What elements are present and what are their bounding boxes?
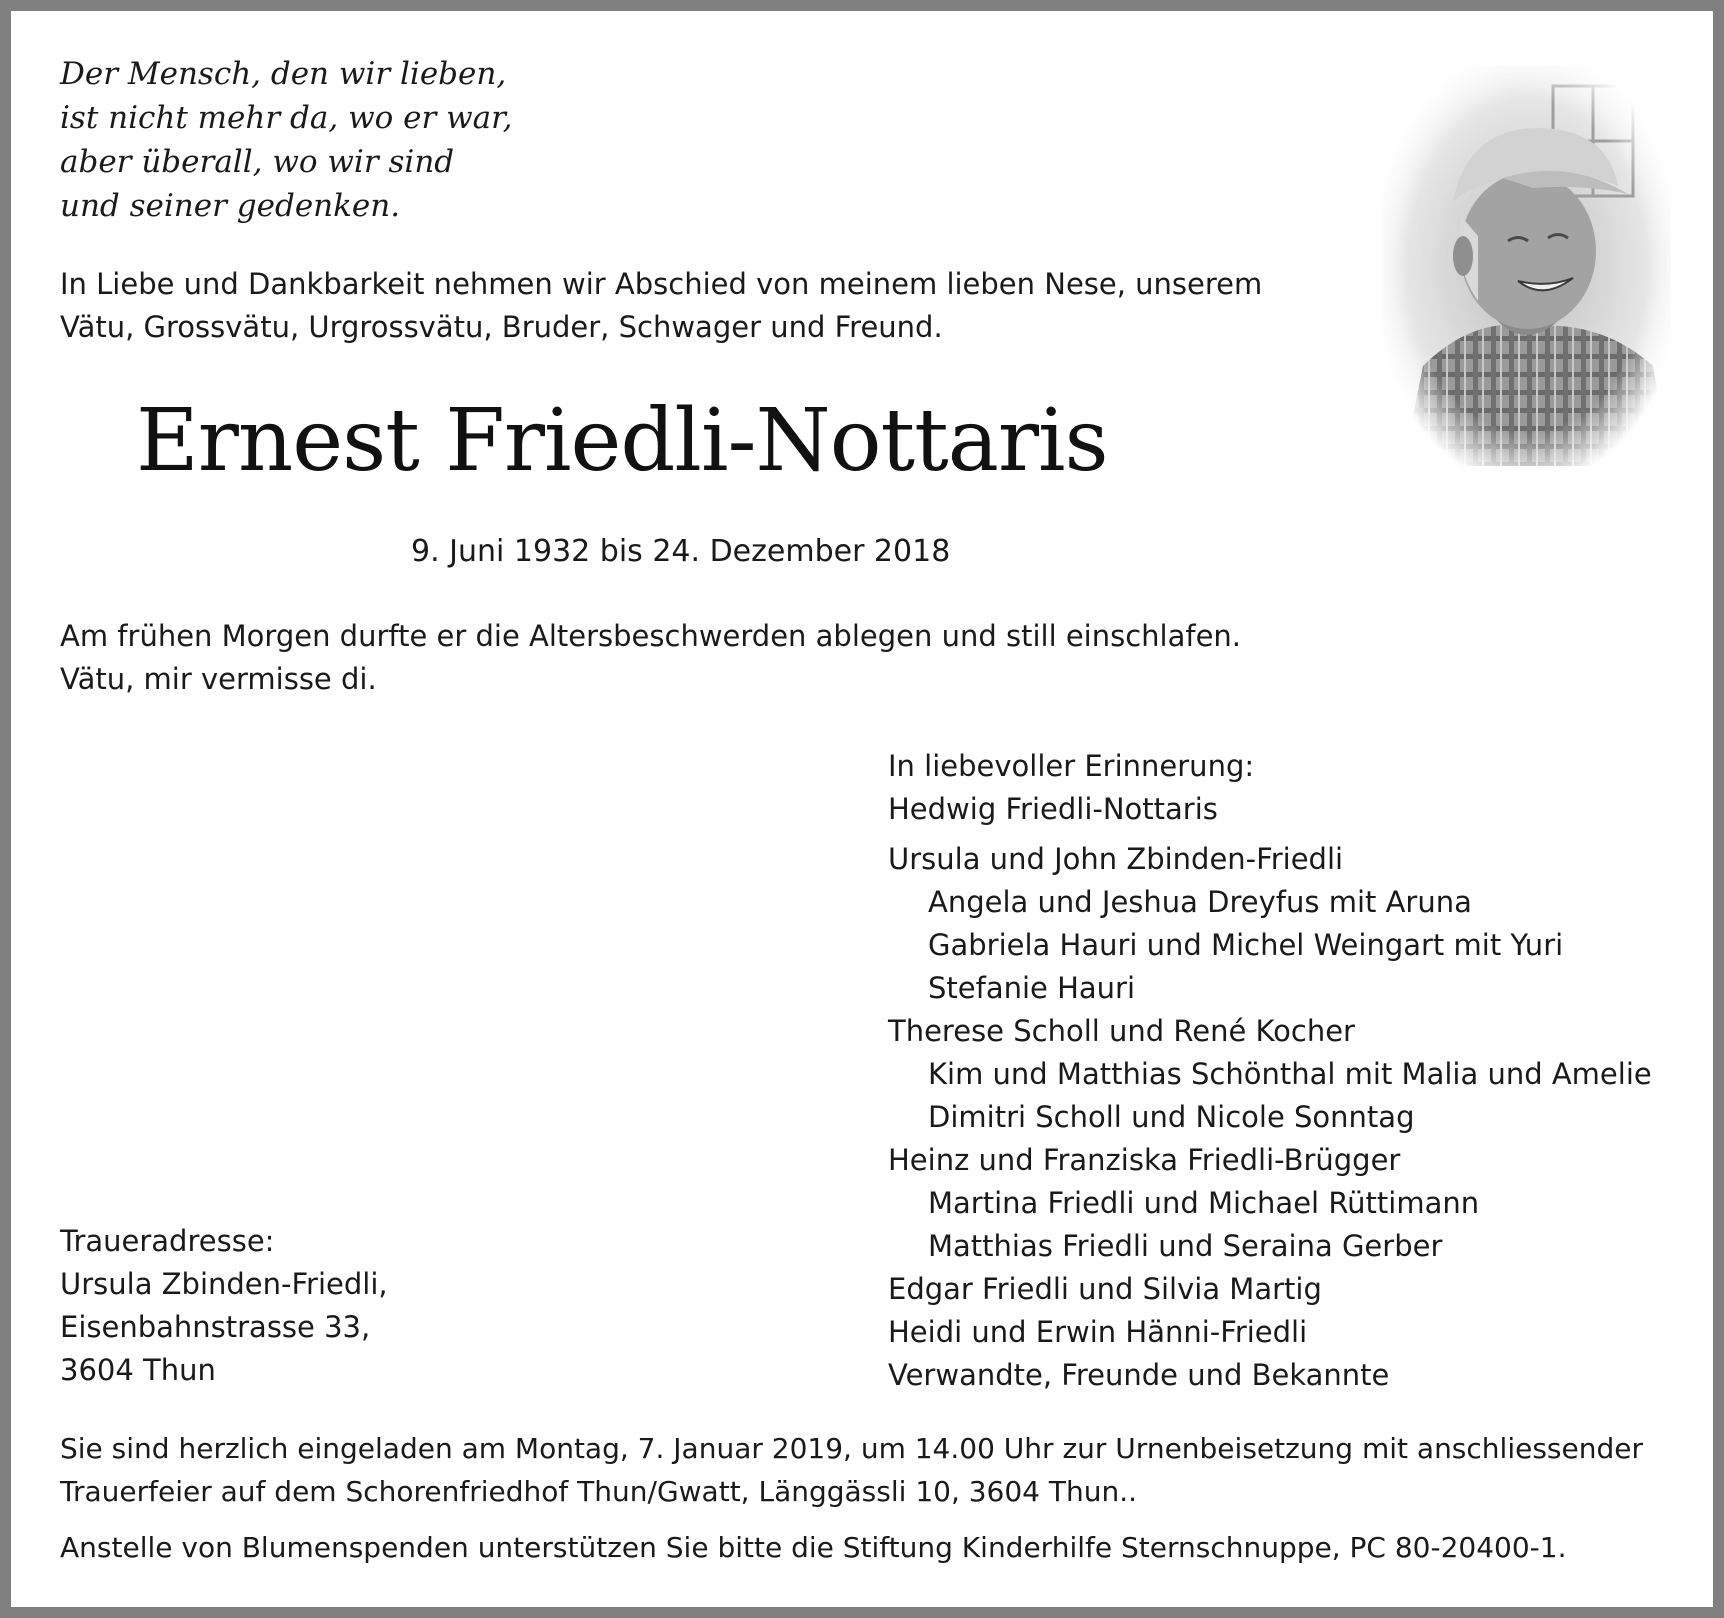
life-dates: 9. Juni 1932 bis 24. Dezember 2018 <box>411 534 951 569</box>
mourner-grandchild: Dimitri Scholl und Nicole Sonntag <box>928 1100 1415 1134</box>
mourner-family: Verwandte, Freunde und Bekannte <box>888 1358 1390 1392</box>
note-line: Vätu, mir vermisse di. <box>60 662 377 696</box>
obituary-notice <box>11 11 1713 1607</box>
mourner-grandchild: Matthias Friedli und Seraina Gerber <box>928 1229 1443 1263</box>
address-line: 3604 Thun <box>60 1353 216 1387</box>
mourning-address <box>60 1220 388 1392</box>
mourners-list <box>888 745 1652 1397</box>
mourner-grandchild: Martina Friedli und Michael Rüttimann <box>928 1186 1480 1220</box>
poem-line: aber überall, wo wir sind <box>60 144 455 180</box>
mourner-family: Therese Scholl und René Kocher <box>888 1014 1355 1048</box>
address-line: Eisenbahnstrasse 33, <box>60 1310 371 1344</box>
intro-line: In Liebe und Dankbarkeit nehmen wir Abschied von meinem lieben Nese, unserem <box>60 267 1263 301</box>
mourner-grandchild: Kim und Matthias Schönthal mit Malia und Amelie <box>928 1057 1652 1091</box>
address-line: Ursula Zbinden-Friedli, <box>60 1267 388 1301</box>
invite-line: Trauerfeier auf dem Schorenfriedhof Thun/Gwatt, Länggässli 10, 3604 Thun.. <box>60 1475 1138 1508</box>
mourner-family: Ursula und John Zbinden-Friedli <box>888 842 1344 876</box>
mourner-family: Edgar Friedli und Silvia Martig <box>888 1272 1322 1306</box>
mourner-grandchild: Angela und Jeshua Dreyfus mit Aruna <box>928 885 1472 919</box>
note-line: Am frühen Morgen durfte er die Altersbeschwerden ablegen und still einschlafen. <box>60 619 1242 653</box>
invite-line: Sie sind herzlich eingeladen am Montag, 7. Januar 2019, um 14.00 Uhr zur Urnenbeisetzung mit anschliessender <box>60 1432 1643 1465</box>
farewell-note <box>60 615 1241 701</box>
poem <box>60 52 512 228</box>
mourner-grandchild: Stefanie Hauri <box>928 971 1136 1005</box>
donation-note: Anstelle von Blumenspenden unterstützen Sie bitte die Stiftung Kinderhilfe Sternschnuppe, PC 80-20400-1. <box>60 1531 1567 1564</box>
poem-line: Der Mensch, den wir lieben, <box>60 56 507 92</box>
mourners-heading: In liebevoller Erinnerung: <box>888 749 1255 783</box>
portrait-photo-icon <box>1383 66 1671 466</box>
intro-line: Vätu, Grossvätu, Urgrossvätu, Bruder, Schwager und Freund. <box>60 310 943 344</box>
deceased-name: Ernest Friedli-Nottaris <box>136 391 1108 491</box>
mourner-grandchild: Gabriela Hauri und Michel Weingart mit Yuri <box>928 928 1564 962</box>
funeral-invitation <box>60 1427 1643 1513</box>
poem-line: und seiner gedenken. <box>60 188 401 224</box>
poem-line: ist nicht mehr da, wo er war, <box>60 100 513 136</box>
address-label: Traueradresse: <box>60 1224 275 1258</box>
mourner-family: Heidi und Erwin Hänni-Friedli <box>888 1315 1308 1349</box>
mourner-family: Heinz und Franziska Friedli-Brügger <box>888 1143 1401 1177</box>
intro-paragraph <box>60 263 1300 349</box>
mourner-spouse: Hedwig Friedli-Nottaris <box>888 792 1218 826</box>
